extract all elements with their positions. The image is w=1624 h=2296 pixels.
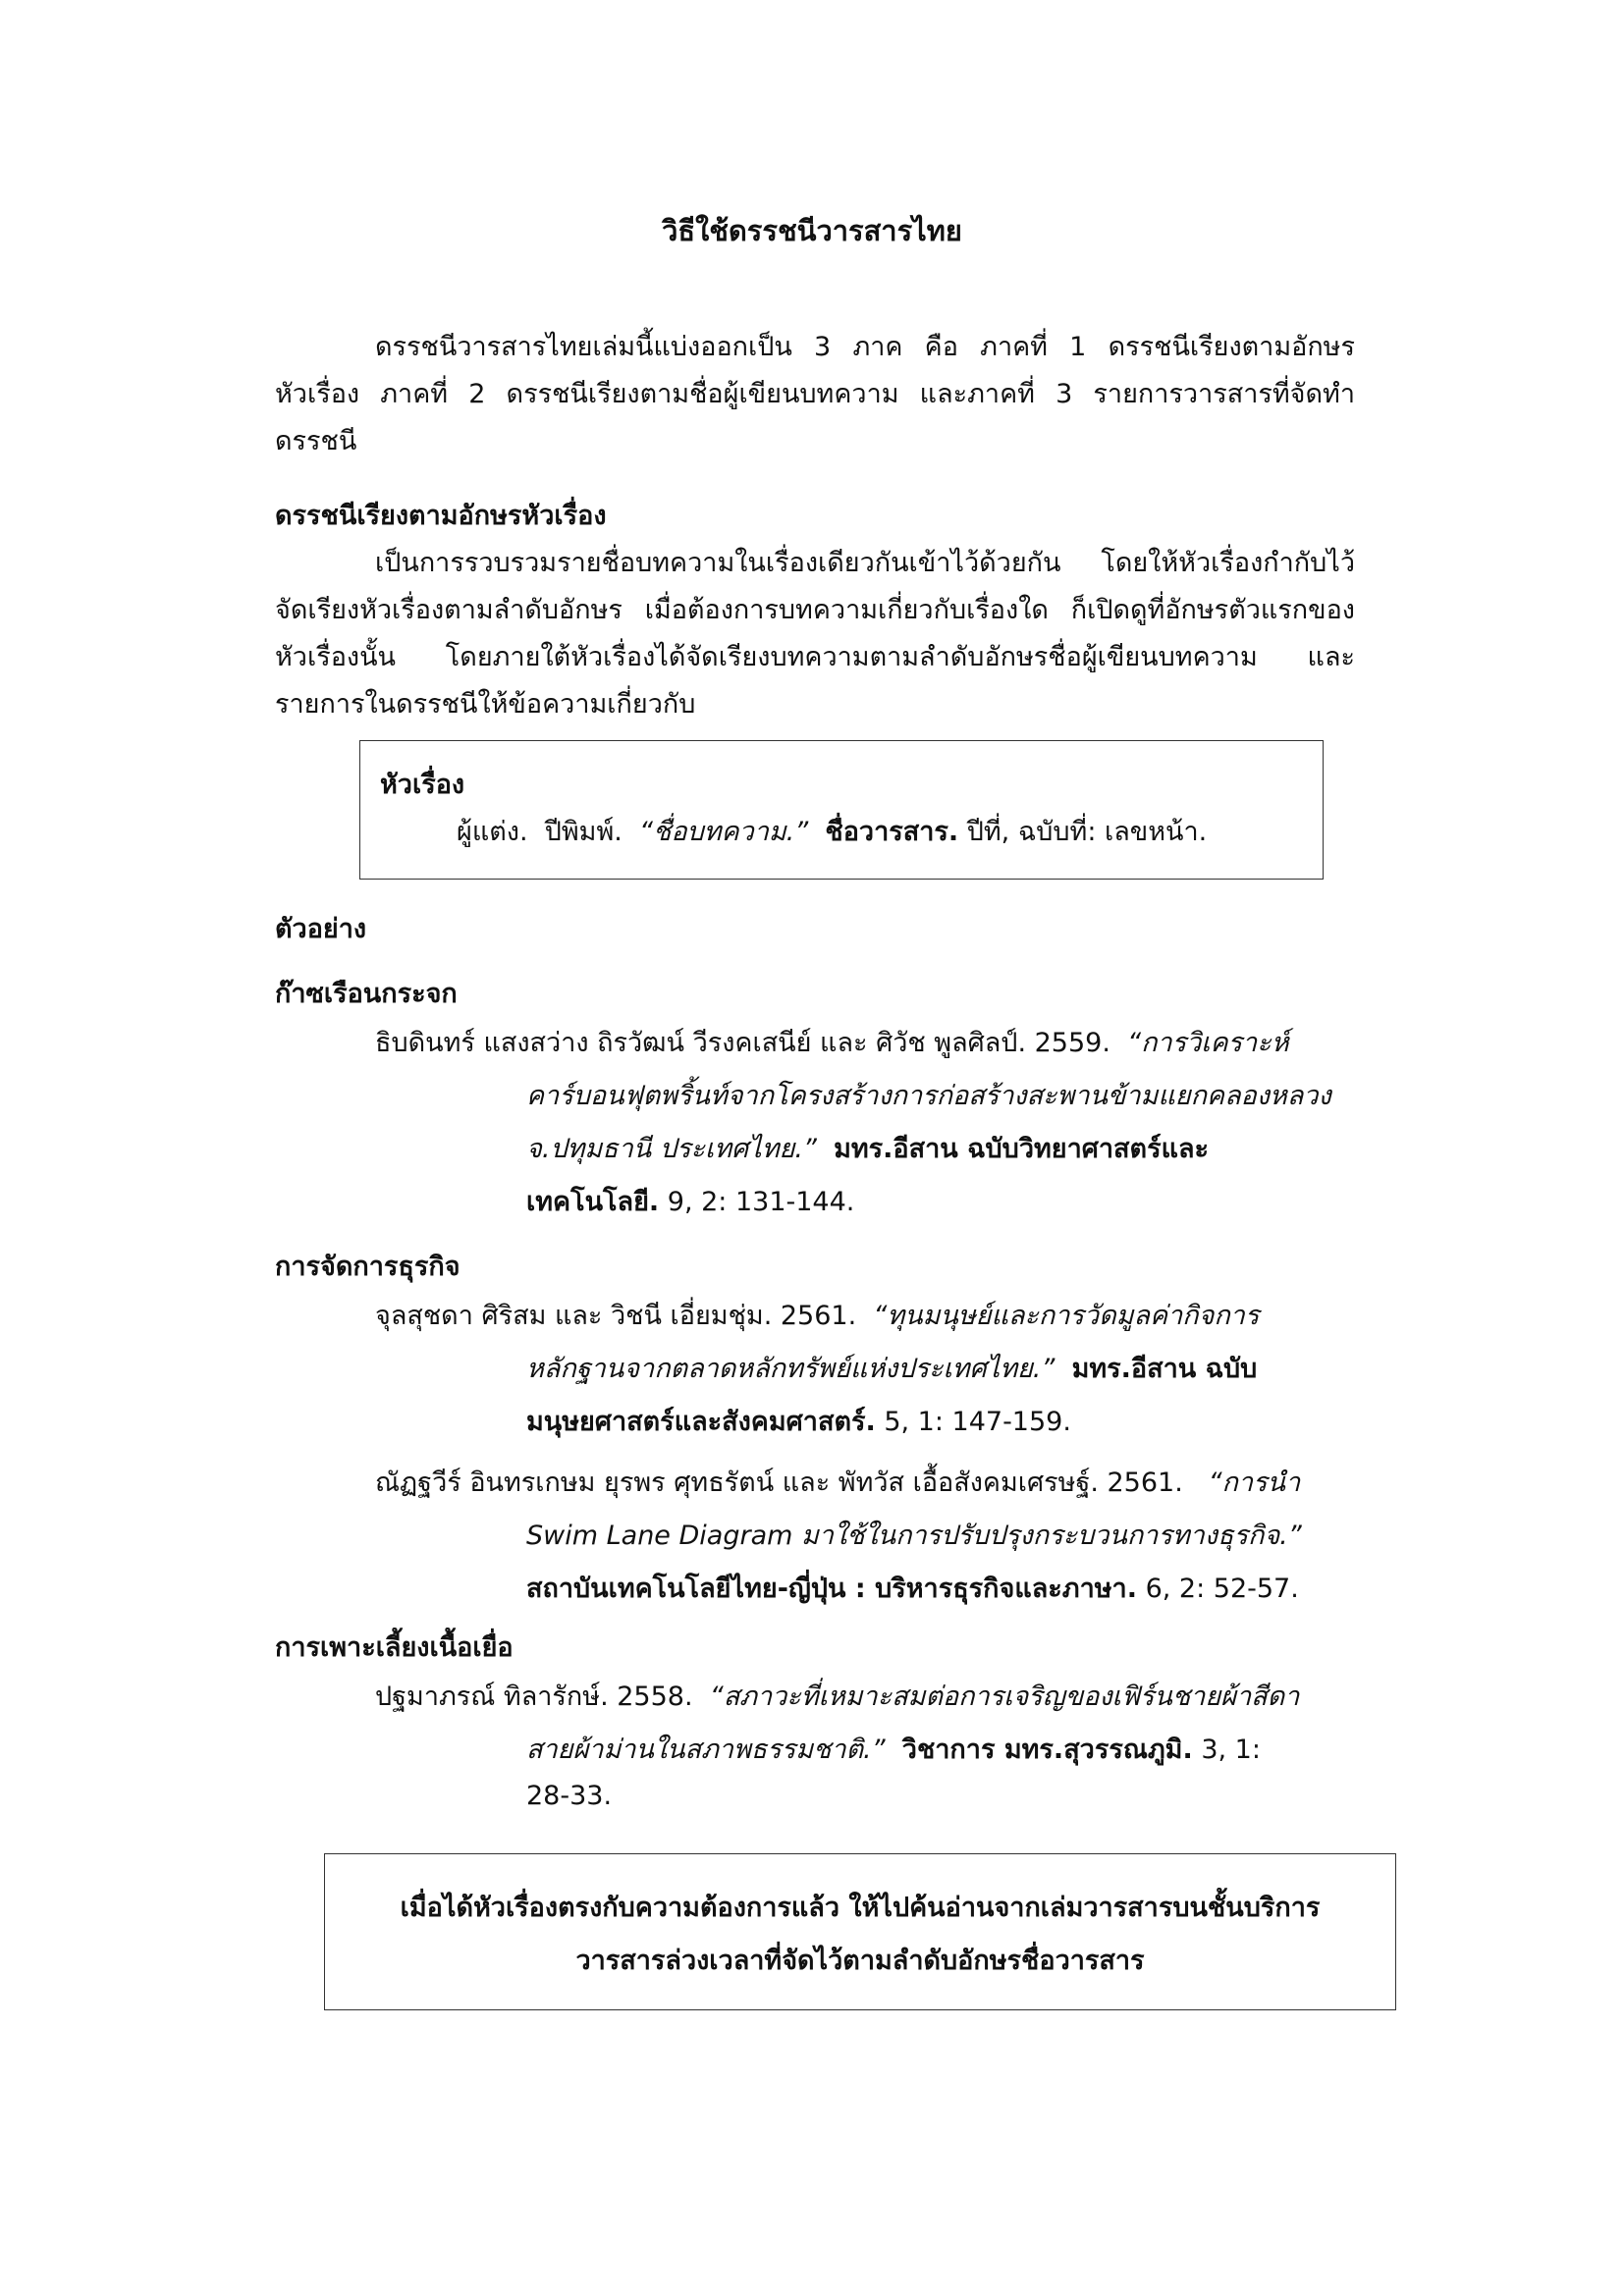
format-citation-line (457, 810, 1207, 852)
section-line-3: หัวเรื่องนั้น โดยภายใต้หัวเรื่องได้จัดเรียงบทความตามลำดับอักษรชื่อผู้เขียนบทความ และ (275, 642, 1355, 672)
entry-2-authors-year: จุลสุชดา ศิริสม และ วิชนี เอี่ยมชุ่ม. 2561. (375, 1301, 857, 1331)
entry-1-authors-year: ธิบดินทร์ แสงสว่าง ถิรวัฒน์ วีรงคเสนีย์ และ ศิวัช พูลศิลป์. 2559. (375, 1028, 1110, 1058)
entry-1-title-part-1: “การวิเคราะห์ (1127, 1028, 1289, 1058)
entry-1-line-3 (526, 1127, 1209, 1169)
entry-3-title-part-1: “การนำ (1208, 1468, 1301, 1498)
section-paragraph (275, 540, 1355, 728)
entry-4-line-2 (526, 1728, 1261, 1770)
citation-format-box (359, 740, 1324, 880)
entry-4-line-1 (375, 1675, 1299, 1717)
entry-1-line-4 (526, 1180, 854, 1222)
entry-1-title-part-2: คาร์บอนฟุตพริ้นท์จากโครงสร้างการก่อสร้างสะพานข้ามแยกคลองหลวง (526, 1081, 1331, 1111)
entry-2-line-3 (526, 1400, 1071, 1442)
subject-heading-3: การเพาะเลี้ยงเนื้อเยื่อ (275, 1632, 514, 1663)
intro-paragraph (275, 324, 1355, 465)
entry-1-journal-part-1: มทร.อีสาน ฉบับวิทยาศาสตร์และ (834, 1134, 1210, 1164)
entry-1-line-1 (375, 1021, 1289, 1063)
entry-2-volume-pages: 5, 1: 147-159. (884, 1407, 1071, 1437)
usage-note-box (324, 1853, 1396, 2010)
entry-2-journal-part-1: มทร.อีสาน ฉบับ (1071, 1354, 1258, 1384)
entry-2-title-part-2: หลักฐานจากตลาดหลักทรัพย์แห่งประเทศไทย.” (526, 1354, 1056, 1384)
entry-3-title-part-2: Swim Lane Diagram มาใช้ในการปรับปรุงกระบวนการทางธุรกิจ.” (526, 1521, 1302, 1551)
entry-3-authors-year: ณัฏฐวีร์ อินทรเกษม ยุรพร ศุทธรัตน์ และ พัทวัส เอื้อสังคมเศรษฐ์. 2561. (375, 1468, 1183, 1498)
intro-line-3: ดรรชนี (275, 426, 357, 456)
entry-3-line-3 (526, 1567, 1299, 1609)
section-line-4: รายการในดรรชนีให้ข้อความเกี่ยวกับ (275, 689, 696, 720)
usage-note-line-1: เมื่อได้หัวเรื่องตรงกับความต้องการแล้ว ให้ไปค้นอ่านจากเล่มวารสารบนชั้นบริการ (400, 1893, 1321, 1923)
subject-heading-2: การจัดการธุรกิจ (275, 1252, 460, 1282)
entry-3-line-1 (375, 1461, 1300, 1503)
section-line-2: จัดเรียงหัวเรื่องตามลำดับอักษร เมื่อต้องการบทความเกี่ยวกับเรื่องใด ก็เปิดดูที่อักษรตัวแรกของ (275, 595, 1355, 625)
intro-line-1: ดรรชนีวารสารไทยเล่มนี้แบ่งออกเป็น 3 ภาค คือ ภาคที่ 1 ดรรชนีเรียงตามอักษร (375, 332, 1355, 362)
entry-3-journal: สถาบันเทคโนโลยีไทย-ญี่ปุ่น : บริหารธุรกิจและภาษา. (526, 1574, 1137, 1604)
format-year: ปีพิมพ์. (544, 817, 623, 847)
entry-2-journal-part-2: มนุษยศาสตร์และสังคมศาสตร์. (526, 1407, 876, 1437)
format-journal-name: ชื่อวารสาร. (825, 817, 959, 847)
entry-2-line-1 (375, 1294, 1259, 1336)
format-volume-issue-pages: ปีที่, ฉบับที่: เลขหน้า. (966, 817, 1208, 847)
entry-4-pages: 28-33. (526, 1781, 613, 1811)
entry-1-journal-part-2: เทคโนโลยี. (526, 1187, 660, 1217)
format-author: ผู้แต่ง. (457, 817, 528, 847)
format-article-title: “ชื่อบทความ.” (639, 817, 809, 847)
subject-heading-1: ก๊าซเรือนกระจก (275, 979, 458, 1009)
usage-note-line-2: วารสารล่วงเวลาที่จัดไว้ตามลำดับอักษรชื่อวารสาร (575, 1946, 1145, 1976)
entry-2-title-part-1: “ทุนมนุษย์และการวัดมูลค่ากิจการ (873, 1301, 1260, 1331)
format-subject-label: หัวเรื่อง (380, 770, 465, 800)
entry-4-title-part-2: สายผ้าม่านในสภาพธรรมชาติ.” (526, 1735, 886, 1765)
section-line-1: เป็นการรวบรวมรายชื่อบทความในเรื่องเดียวกันเข้าไว้ด้วยกัน โดยให้หัวเรื่องกำกับไว้ (375, 548, 1355, 578)
section-heading-subject-index: ดรรชนีเรียงตามอักษรหัวเรื่อง (275, 501, 607, 531)
entry-2-line-2 (526, 1347, 1257, 1389)
entry-4-authors-year: ปฐมาภรณ์ ทิลารักษ์. 2558. (375, 1682, 693, 1712)
page-title: วิธีใช้ดรรชนีวารสารไทย (662, 214, 962, 247)
intro-line-2: หัวเรื่อง ภาคที่ 2 ดรรชนีเรียงตามชื่อผู้เขียนบทความ และภาคที่ 3 รายการวารสารที่จัดทำ (275, 379, 1355, 409)
entry-3-volume-pages: 6, 2: 52-57. (1145, 1574, 1299, 1604)
entry-1-title-part-3: จ.ปทุมธานี ประเทศไทย.” (526, 1134, 817, 1164)
entry-4-title-part-1: “สภาวะที่เหมาะสมต่อการเจริญของเฟิร์นชายผ้าสีดา (709, 1682, 1300, 1712)
entry-1-volume-pages: 9, 2: 131-144. (667, 1187, 855, 1217)
entry-4-volume-issue: 3, 1: (1201, 1735, 1261, 1765)
entry-4-journal: วิชาการ มทร.สุวรรณภูมิ. (901, 1735, 1193, 1765)
example-heading: ตัวอย่าง (275, 914, 367, 944)
